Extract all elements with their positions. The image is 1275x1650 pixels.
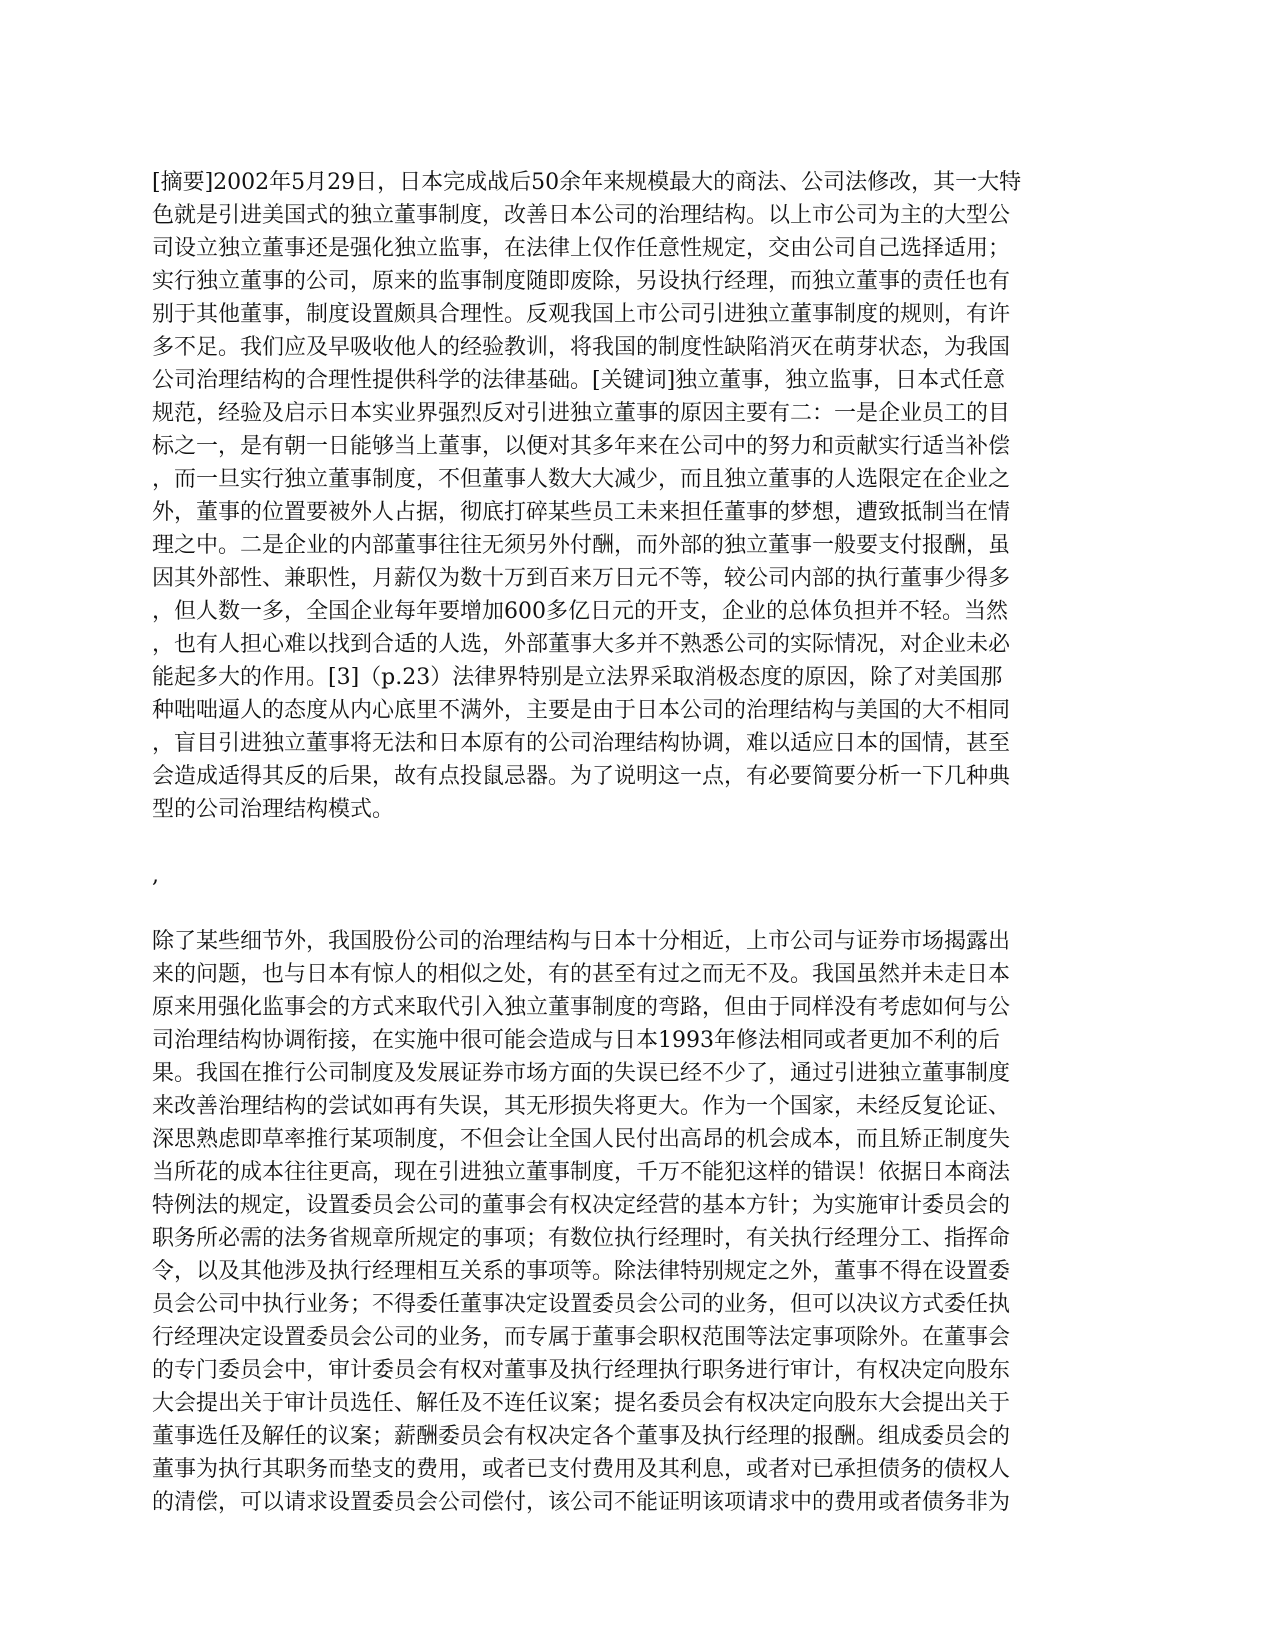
document-body — [152, 166, 1132, 1519]
separator-mark: , — [152, 863, 159, 888]
body-paragraph: 除了某些细节外，我国股份公司的治理结构与日本十分相近，上市公司与证券市场揭露出 来的问题，也与日本有惊人的相似之处，有的甚至有过之而无不及。我国虽然并未走日本 原来用强化监事会的方式来取代引入独立董事制度的弯路，但由于同样没有考虑如何与公 司治理结构协调衔接，在实施中很可能会造成与日本1993年修法相同或者更加不利的后 果。我国在推行公司制度及发展证券市场方面的失误已经不少了，通过引进独立董事制度 来改善治理结构的尝试如再有失误，其无形损失将更大。作为一个国家，未经反复论证、 深思熟虑即草率推行某项制度，不但会让全国人民付出高昂的机会成本，而且矫正制度失 当所花的成本往往更高，现在引进独立董事制度，千万不能犯这样的错误！依据日本商法 特例法的规定，设置委员会公司的董事会有权决定经营的基本方针；为实施审计委员会的 职务所必需的法务省规章所规定的事项；有数位执行经理时，有关执行经理分工、指挥命 令，以及其他涉及执行经理相互关系的事项等。除法律特别规定之外，董事不得在设置委 员会公司中执行业务；不得委任董事决定设置委员会公司的业务，但可以决议方式委任执 行经理决定设置委员会公司的业务，而专属于董事会职权范围等法定事项除外。在董事会 的专门委员会中，审计委员会有权对董事及执行经理执行职务进行审计，有权决定向股东 大会提出关于审计员选任、解任及不连任议案；提名委员会有权决定向股东大会提出关于 董事选任及解任的议案；薪酬委员会有权决定各个董事及执行经理的报酬。组成委员会的 董事为执行其职务而垫支的费用，或者已支付费用及其利息，或者对已承担债务的债权人 的清偿，可以请求设置委员会公司偿付，该公司不能证明该项请求中的费用或者债务非为 — [152, 929, 1011, 1515]
body-paragraph: [摘要]2002年5月29日，日本完成战后50余年来规模最大的商法、公司法修改，其一大特 色就是引进美国式的独立董事制度，改善日本公司的治理结构。以上市公司为主的大型公 司设立独立董事还是强化独立监事，在法律上仅作任意性规定，交由公司自己选择适用； 实行独立董事的公司，原来的监事制度随即废除，另设执行经理，而独立董事的责任也有 别于其他董事，制度设置颇具合理性。反观我国上市公司引进独立董事制度的规则，有许 多不足。我们应及早吸收他人的经验教训，将我国的制度性缺陷消灭在萌芽状态，为我国 公司治理结构的合理性提供科学的法律基础。[关键词]独立董事，独立监事，日本式任意 规范，经验及启示日本实业界强烈反对引进独立董事的原因主要有二：一是企业员工的目 标之一，是有朝一日能够当上董事，以便对其多年来在公司中的努力和贡献实行适当补偿 ，而一旦实行独立董事制度，不但董事人数大大减少，而且独立董事的人选限定在企业之 外，董事的位置要被外人占据，彻底打碎某些员工未来担任董事的梦想，遭致抵制当在情 理之中。二是企业的内部董事往往无须另外付酬，而外部的独立董事一般要支付报酬，虽 因其外部性、兼职性，月薪仅为数十万到百来万日元不等，较公司内部的执行董事少得多 ，但人数一多，全国企业每年要增加600多亿日元的开支，企业的总体负担并不轻。当然 ，也有人担心难以找到合适的人选，外部董事大多并不熟悉公司的实际情况，对企业未必 能起多大的作用。[3]（p.23）法律界特别是立法界采取消极态度的原因，除了对美国那 种咄咄逼人的态度从内心底里不满外，主要是由于日本公司的治理结构与美国的大不相同 ，盲目引进独立董事将无法和日本原有的公司治理结构协调，难以适应日本的国情，甚至 会造成适得其反的后果，故有点投鼠忌器。为了说明这一点，有必要简要分析一下几种典 型的公司治理结构模式。 — [152, 170, 1022, 822]
